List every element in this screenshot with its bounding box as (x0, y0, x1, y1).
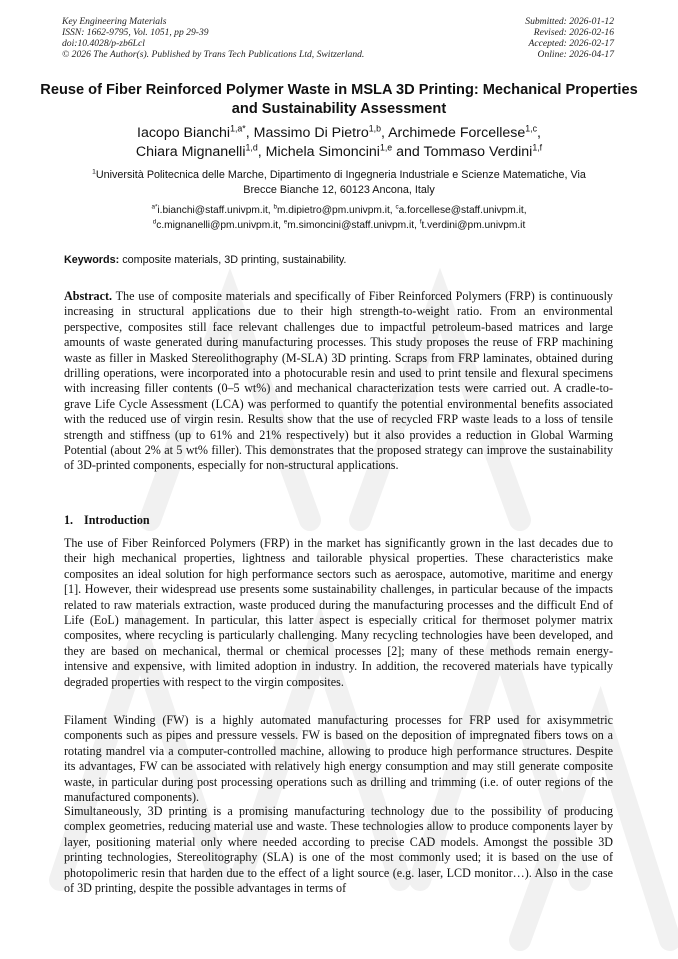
email-link[interactable]: m.dipietro@pm.univpm.it, (276, 205, 396, 216)
abstract-label: Abstract. (64, 289, 113, 303)
author-affil-sup: 1,d (245, 142, 258, 153)
email-sup: e (283, 218, 288, 226)
author-separator: , (257, 144, 266, 160)
author-name: Michela Simoncini (265, 144, 380, 160)
author-list (40, 124, 638, 162)
author-name: Archimede Forcellese (388, 125, 526, 141)
paper-title: Reuse of Fiber Reinforced Polymer Waste in MSLA 3D Printing: Mechanical Properties and Sustainability Assessment (40, 82, 638, 117)
date-accepted: Accepted: 2026-02-17 (528, 38, 614, 49)
affiliation-sup: 1 (92, 168, 96, 176)
keywords-label: Keywords: (64, 254, 120, 266)
abstract (64, 289, 613, 474)
author-separator: and (392, 144, 424, 160)
author-separator: , (380, 125, 389, 141)
author-affil-sup: 1,e (379, 142, 393, 153)
email-sup: a* (151, 203, 158, 211)
affiliation (80, 168, 598, 197)
body-paragraph: Simultaneously, 3D printing is a promising manufacturing technology due to the possibility of producing complex geometries, reducing material use and waste. These technologies allow to produce components layer by layer, positioning material only where needed according to precise CAD models. Amongst the possible 3D printing technologies, Stereolitography (SLA) is one of the most commonly used; it is based on the use of photopolimeric resin that harden due to the effect of a light source (e.g. laser, LCD monitor…). Also in the case of 3D printing, despite the possible advantages in terms of (64, 804, 613, 896)
author-name: Tommaso Verdini (423, 144, 533, 160)
journal-issn: ISSN: 1662-9795, Vol. 1051, pp 29-39 (62, 27, 209, 38)
keywords (64, 254, 624, 266)
section-number: 1. (64, 513, 74, 527)
date-submitted: Submitted: 2026-01-12 (525, 16, 614, 27)
journal-doi[interactable]: doi:10.4028/p-zb6Lcl (62, 38, 145, 49)
abstract-text: The use of composite materials and specifically of Fiber Reinforced Polymers (FRP) is continuously increasing in structural applications due to their high strength-to-weight ratio. From an environmental perspective, composites still face relevant challenges due to impactful petroleum-based matrices and large amounts of waste generated during manufacturing processes. This study proposes the reuse of FRP machining waste as filler in Masked Stereolithography (M-SLA) 3D printing. Scraps from FRP laminates, obtained during drilling operations, were incorporated into a photocurable resin and used to print tensile and flexural specimens with increasing filler contents (0–5 wt%) and mechanical characterization tests were carried out. A cradle-to-grave Life Cycle Assessment (LCA) was performed to quantify the potential environmental benefits associated with the reduced use of virgin resin. Results show that the use of recycled FRP waste leads to a loss of tensile strength and stiffness (up to 61% and 21% respectively) but it also provides a reduction in Global Warming Potential (about 2% at 5 wt% filler). This demonstrates that the proposed strategy can improve the sustainability of 3D-printed components, especially for non-structural applications. (64, 289, 613, 473)
author-name: Massimo Di Pietro (253, 125, 369, 141)
date-online: Online: 2026-04-17 (537, 49, 614, 60)
keywords-text: composite materials, 3D printing, sustainability. (122, 254, 347, 266)
email-sup: d (152, 218, 157, 226)
email-link[interactable]: m.simoncini@staff.univpm.it, (287, 219, 420, 231)
publication-dates (525, 16, 614, 60)
author-name: Iacopo Bianchi (137, 125, 231, 141)
journal-name: Key Engineering Materials (62, 16, 167, 27)
author-name: Chiara Mignanelli (135, 144, 246, 160)
author-separator: , (245, 125, 254, 141)
email-sup: f (419, 218, 422, 226)
email-sup: b (273, 203, 277, 211)
author-affil-sup: 1,c (525, 123, 538, 134)
author-affil-sup: 1,f (532, 142, 543, 153)
email-link[interactable]: i.bianchi@staff.univpm.it, (157, 205, 274, 216)
email-sup: c (395, 203, 399, 211)
email-link[interactable]: a.forcellese@staff.univpm.it, (398, 205, 527, 216)
author-affil-sup: 1,a* (230, 123, 246, 134)
email-link[interactable]: t.verdini@pm.univpm.it (421, 219, 526, 231)
email-link[interactable]: c.mignanelli@pm.univpm.it, (156, 219, 284, 231)
email-list (40, 204, 638, 233)
affiliation-text: Università Politecnica delle Marche, Dipartimento di Ingegneria Industriale e Scienze Matematiche, Via Brecce Bianche 12, 60123 Ancona, Italy (95, 169, 586, 196)
copyright-notice: © 2026 The Author(s). Published by Trans Tech Publications Ltd, Switzerland. (62, 49, 365, 60)
section-title: Introduction (84, 513, 150, 527)
author-separator: , (537, 125, 541, 141)
section-heading (64, 513, 150, 528)
author-affil-sup: 1,b (368, 123, 381, 134)
date-revised: Revised: 2026-02-16 (533, 27, 614, 38)
journal-header (62, 16, 364, 60)
body-paragraph: The use of Fiber Reinforced Polymers (FRP) in the market has significantly grown in the last decades due to their high mechanical properties, lightness and tailorable physical properties. These characteristics make composites an ideal solution for high performance sectors such as aerospace, automotive, maritime and energy [1]. However, their widespread use presents some sustainability challenges, in particular because of the impacts related to raw materials extraction, waste produced during the manufacturing processes and the difficult End of Life (EoL) management. In particular, this latter aspect is especially critical for thermoset polymer matrix composites, where recycling is particularly challenging. Many recycling technologies have been developed, and they are based on mechanical, thermal or chemical processes [2]; many of these methods remain energy-intensive and expensive, with limited adoption in industry. In addition, the recovered materials have typically degraded properties with respect to the virgin composites. (64, 536, 613, 689)
body-paragraph: Filament Winding (FW) is a highly automated manufacturing processes for FRP used for axisymmetric components such as pipes and pressure vessels. FW is based on the deposition of impregnated fibers tows on a rotating mandrel via a computer-controlled machine, allowing to produce high performance structures. Despite its advantages, FW can be associated with relatively high energy consumption and may still generate composite waste, in particular during post processing operations such as drilling and trimming (i.e. of outer regions of the manufactured components). (64, 713, 613, 805)
